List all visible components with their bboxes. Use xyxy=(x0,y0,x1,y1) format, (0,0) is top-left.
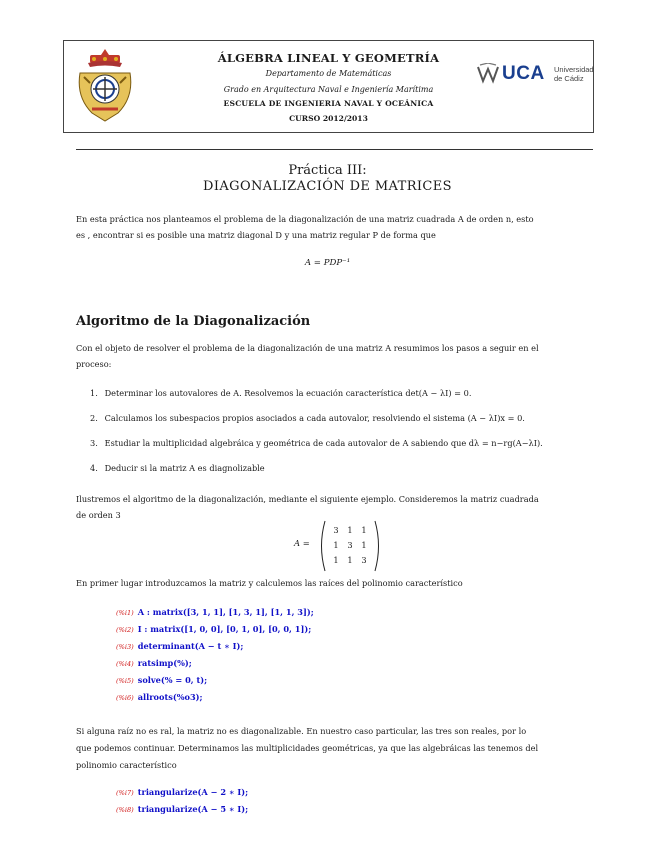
uca-logo xyxy=(476,61,594,97)
intro-line-1: En esta práctica nos planteamos el problema de la diagonalización de una matriz cuadrada A de orden n, esto xyxy=(76,214,534,224)
list-item: 4. Deducir si la matriz A es diagnolizable xyxy=(90,463,265,473)
list-item: 1. Determinar los autovalores de A. Resolvemos la ecuación característica det(A − λI) = 0. xyxy=(90,388,472,398)
example-line-1: Ilustremos el algoritmo de la diagonalización, mediante el siguiente ejemplo. Consideremos la matriz cuadrada xyxy=(76,494,539,504)
code-line: (%i8) triangularize(A − 5 ∗ I); xyxy=(116,804,249,814)
uca-name-line2: de Cádiz xyxy=(554,74,584,83)
code-line: (%i2) I : matrix([1, 0, 0], [0, 1, 0], [0, 0, 1]); xyxy=(116,624,312,634)
practice-number: Práctica III: xyxy=(288,163,367,178)
conclusion-line-3: polinomio característico xyxy=(76,760,177,770)
uca-name-line1: Universidad xyxy=(554,65,594,74)
department-name: Departamento de Matemáticas xyxy=(265,69,392,78)
code-line: (%i6) allroots(%o3); xyxy=(116,692,203,702)
code-line: (%i7) triangularize(A − 2 ∗ I); xyxy=(116,787,249,797)
example-line-2: de orden 3 xyxy=(76,510,121,520)
code-line: (%i5) solve(% = 0, t); xyxy=(116,675,208,685)
practice-title: DIAGONALIZACIÓN DE MATRICES xyxy=(203,179,452,194)
conclusion-line-2: que podemos continuar. Determinamos las multiplicidades geométricas, ya que las algebráicas las tenemos del xyxy=(76,743,539,753)
uca-brand: UCA xyxy=(502,63,545,84)
right-paren xyxy=(374,520,382,572)
matrix-label: A = xyxy=(294,538,310,548)
example-after-matrix: En primer lugar introduzcamos la matriz y calculemos las raíces del polinomio característico xyxy=(76,578,463,588)
code-line: (%i3) determinant(A − t ∗ I); xyxy=(116,641,244,651)
course-year: CURSO 2012/2013 xyxy=(289,114,368,123)
section-para-line-1: Con el objeto de resolver el problema de la diagonalización de una matriz A resumimos los pasos a seguir en el xyxy=(76,343,539,353)
document-header xyxy=(63,40,594,133)
school-name: ESCUELA DE INGENIERIA NAVAL Y OCEÁNICA xyxy=(223,99,434,108)
list-item: 3. Estudiar la multiplicidad algebráica y geométrica de cada autovalor de A sabiendo que dλ = n−rg(A−λI). xyxy=(90,438,543,448)
uca-emblem-icon xyxy=(476,63,500,85)
degree-name: Grado en Arquitectura Naval e Ingeniería Marítima xyxy=(223,85,434,94)
section-heading: Algoritmo de la Diagonalización xyxy=(76,314,311,329)
intro-equation: A = PDP⁻¹ xyxy=(304,258,351,268)
code-line: (%i1) A : matrix([3, 1, 1], [1, 3, 1], [1, 1, 3]); xyxy=(116,607,314,617)
section-para-line-2: proceso: xyxy=(76,359,112,369)
list-item: 2. Calculamos los subespacios propios asociados a cada autovalor, resolviendo el sistema (A − λI)x = 0. xyxy=(90,413,525,423)
intro-line-2: es , encontrar si es posible una matriz diagonal D y una matriz regular P de forma que xyxy=(76,230,436,240)
matrix-grid: 3 1 1 1 3 1 1 1 3 xyxy=(333,525,367,565)
conclusion-line-1: Si alguna raíz no es ral, la matriz no es diagonalizable. En nuestro caso particular, las tres son reales, por lo xyxy=(76,726,527,736)
left-paren xyxy=(318,520,326,572)
code-line: (%i4) ratsimp(%); xyxy=(116,658,192,668)
matrix-A xyxy=(294,520,384,572)
course-title: ÁLGEBRA LINEAL Y GEOMETRÍA xyxy=(217,51,440,65)
title-divider xyxy=(76,149,593,150)
